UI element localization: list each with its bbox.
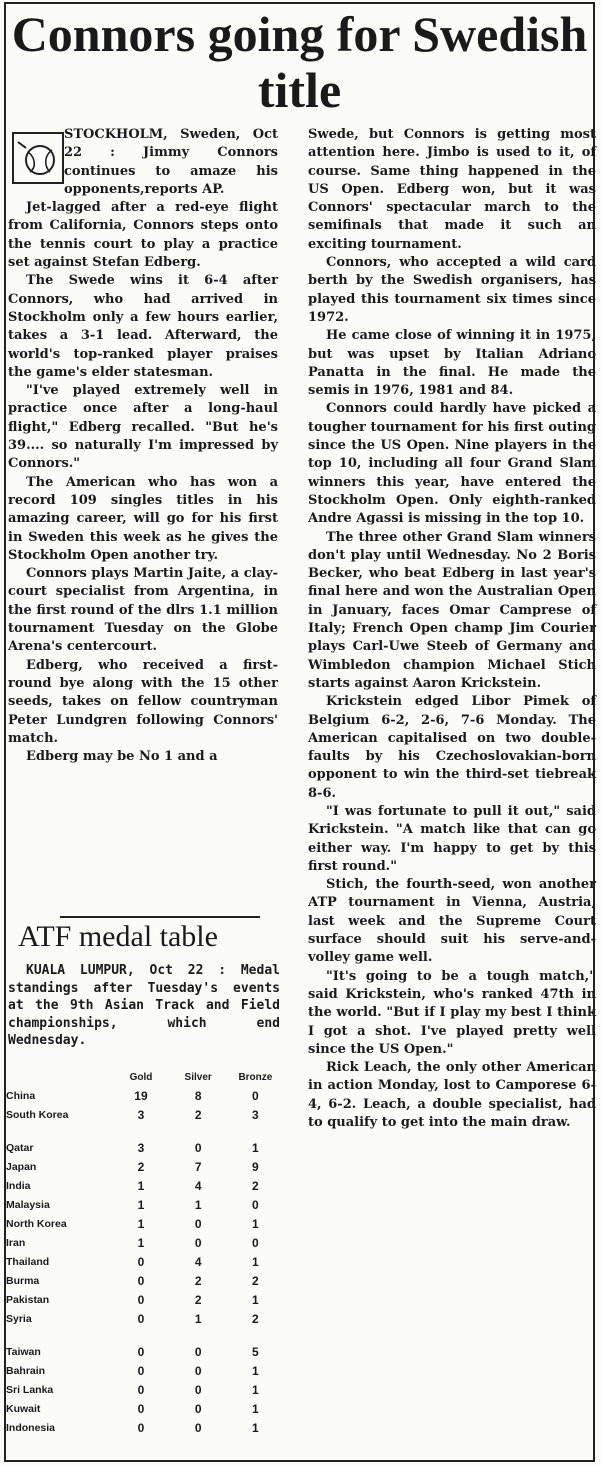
medal-count: 3 [137,1140,145,1155]
medal-count: 0 [194,1420,202,1435]
country-name: Pakistan [6,1293,50,1306]
country-name: Thailand [6,1255,50,1268]
article-paragraph: "It's going to be a tough match," said Krickstein, who's ranked 47th in the world. "But if I play my best I think I got a shot. I've played pretty well since the US Open." [308,968,596,1057]
medal-table-row [6,1418,284,1437]
country-name: Syria [6,1312,32,1325]
medal-table-row [6,1271,284,1290]
medal-table-row [6,1252,284,1271]
medal-count: 0 [137,1401,145,1416]
medal-count: 1 [137,1178,145,1193]
country-name: China [6,1089,36,1102]
medal-count: 0 [137,1420,145,1435]
medal-count: 1 [137,1197,145,1212]
medal-count: 8 [194,1088,202,1103]
medal-table-row [6,1309,284,1328]
medal-count: 2 [194,1107,202,1122]
article-paragraph: Edberg may be No 1 and a [26,749,218,765]
medal-count: 1 [252,1363,259,1378]
medal-count: 1 [194,1311,202,1326]
country-name: Japan [6,1160,37,1173]
country-name: Burma [6,1274,40,1287]
medal-count: 7 [194,1159,202,1174]
article-paragraph: Connors, who accepted a wild card berth by the Swedish organisers, has played this tournament six times since 1972. [308,255,596,325]
medal-intro-text: KUALA LUMPUR, Oct 22 : Medal standings after Tuesday's events at the 9th Asian Track and Field championships, which end Wednesday. [8,963,280,1049]
article-paragraph: The American who has won a record 109 singles titles in his amazing career, will go for his first in Sweden this week as he gives the Stockholm Open another try. [8,474,278,563]
medal-column-header: Bronze [238,1071,273,1083]
medal-column-header [6,1068,112,1086]
medal-count: 1 [252,1420,259,1435]
country-name: South Korea [6,1108,69,1121]
medal-table-row [6,1176,284,1195]
medal-table-header [6,1068,284,1086]
medal-count: 0 [194,1401,202,1416]
medal-table-row [6,1380,284,1399]
medal-count: 0 [252,1235,259,1250]
country-name: Taiwan [6,1345,41,1358]
medal-count: 1 [252,1401,259,1416]
medal-count: 0 [137,1363,145,1378]
medal-count: 1 [137,1235,145,1250]
medal-table-row [6,1195,284,1214]
article-headline: Connors going for Swedish title [11,6,588,118]
medal-table-spacer [6,1328,284,1342]
medal-count: 2 [194,1273,202,1288]
country-name: Sri Lanka [6,1383,54,1396]
medal-count: 1 [194,1197,202,1212]
medal-count: 0 [194,1363,202,1378]
medal-count: 9 [252,1159,259,1174]
medal-count: 1 [252,1292,259,1307]
country-name: Bahrain [6,1364,46,1377]
medal-count: 19 [134,1088,148,1103]
medal-count: 2 [137,1159,145,1174]
medal-count: 2 [252,1178,259,1193]
medal-count: 0 [137,1292,145,1307]
country-name: Indonesia [6,1421,56,1434]
medal-table-row [6,1361,284,1380]
article-paragraph: Rick Leach, the only other American in action Monday, lost to Camporese 6-4, 6-2. Leach, a double specialist, had to qualify to get into the main draw. [308,1060,596,1131]
medal-count: 0 [194,1382,202,1397]
medal-count: 2 [194,1292,202,1307]
country-name: Malaysia [6,1198,50,1211]
medal-table-row [6,1086,284,1105]
medal-intro [8,962,280,1050]
country-name: Kuwait [6,1402,41,1415]
medal-table-row [6,1138,284,1157]
medal-table [6,1068,284,1437]
article-paragraph: Swede, but Connors is getting most attention here. Jimbo is used to it, of course. Same thing happened in the US Open. Edberg won, but it was Connors' spectacular march to the semifinals that made it such an exciting tournament. [308,127,596,252]
medal-count: 0 [137,1273,145,1288]
article-paragraph: Stich, the fourth-seed, won another ATP tournament in Vienna, Austria, last week and the Supreme Court surface should suit his serve-and-volley game well. [308,877,596,966]
country-name: India [6,1179,31,1192]
medal-table-row [6,1290,284,1309]
medal-table-row [6,1342,284,1361]
article-paragraph: He came close of winning it in 1975, but was upset by Italian Adriano Panatta in the final. He made the semis in 1976, 1981 and 84. [308,328,596,399]
article-paragraph: The three other Grand Slam winners don't play until Wednesday. No 2 Boris Becker, who beat Edberg in last year's final here and won the Australian Open in January, faces Omar Camprese of Italy; French Open champ Jim Courier plays Carl-Uwe Steeb of Germany and Wimbledon champion Michael Stich starts against Aaron Krickstein. [308,529,596,691]
medal-count: 0 [252,1197,259,1212]
article-column-left [8,126,278,766]
article-paragraph: "I've played extremely well in practice once after a long-haul flight," Edberg recalled. "But he's 39.... so naturally I'm impressed by Connors." [8,383,278,472]
medal-count: 0 [137,1254,145,1269]
medal-count: 0 [252,1088,259,1103]
medal-count: 5 [252,1344,259,1359]
article-paragraph: The Swede wins it 6-4 after Connors, who had arrived in Stockholm only a few hours earlier, takes a 3-1 lead. Afterward, the world's top-ranked player praises the game's elder statesman. [8,273,278,380]
medal-column-header: Silver [184,1071,212,1083]
article-paragraph: Krickstein edged Libor Pimek of Belgium 6-2, 2-6, 7-6 Monday. The American capitalised on two double-faults by his Czechoslovakian-born opponent to win the third-set tiebreak 8-6. [308,694,596,801]
country-name: Qatar [6,1141,34,1154]
medal-count: 0 [194,1235,202,1250]
medal-table-row [6,1233,284,1252]
medal-count: 0 [137,1344,145,1359]
country-name: Iran [6,1236,26,1249]
medal-table-row [6,1399,284,1418]
article-paragraph: Edberg, who received a first-round bye along with the 15 other seeds, takes on fellow countryman Peter Lundgren following Connors' match. [8,657,278,746]
medal-count: 3 [137,1107,145,1122]
medal-count: 4 [194,1178,202,1193]
medal-count: 0 [194,1140,202,1155]
medal-count: 1 [252,1382,259,1397]
medal-table-headline: ATF medal table [18,920,218,953]
medal-table-spacer [6,1124,284,1138]
article-paragraph: Jet-lagged after a red-eye flight from California, Connors steps onto the tennis court to play a practice set against Stefan Edberg. [8,200,278,271]
medal-count: 0 [194,1216,202,1231]
medal-count: 3 [252,1107,259,1122]
article-paragraph: "I was fortunate to pull it out," said Krickstein. "A match like that can go either way. I'm happy to get by this first round." [308,803,596,874]
article-paragraph: Connors plays Martin Jaite, a clay-court specialist from Argentina, in the first round of the dlrs 1.1 million tournament Tuesday on the Globe Arena's centercourt. [8,566,278,655]
medal-table-row [6,1105,284,1124]
article-paragraph: Connors could hardly have picked a tougher tournament for his first outing since the US Open. Nine players in the top 10, including all four Grand Slam winners this year, have entered the Stockholm Open. Only eighth-ranked Andre Agassi is missing in the top 10. [308,401,596,527]
medal-column-header: Gold [129,1071,153,1083]
medal-count: 0 [137,1311,145,1326]
article-column-right [308,126,596,1132]
medal-count: 1 [252,1254,259,1269]
country-name: North Korea [6,1217,67,1230]
medal-count: 1 [137,1216,145,1231]
medal-count: 0 [194,1344,202,1359]
medal-count: 1 [252,1140,259,1155]
medal-count: 0 [137,1382,145,1397]
medal-table-row [6,1214,284,1233]
medal-table-row [6,1157,284,1176]
medal-count: 2 [252,1311,259,1326]
medal-count: 1 [252,1216,259,1231]
article-dateline: STOCKHOLM, Sweden, Oct 22 : Jimmy Connors continues to amaze his opponents,reports AP. [64,127,278,197]
medal-count: 4 [194,1254,202,1269]
medal-count: 2 [252,1273,259,1288]
